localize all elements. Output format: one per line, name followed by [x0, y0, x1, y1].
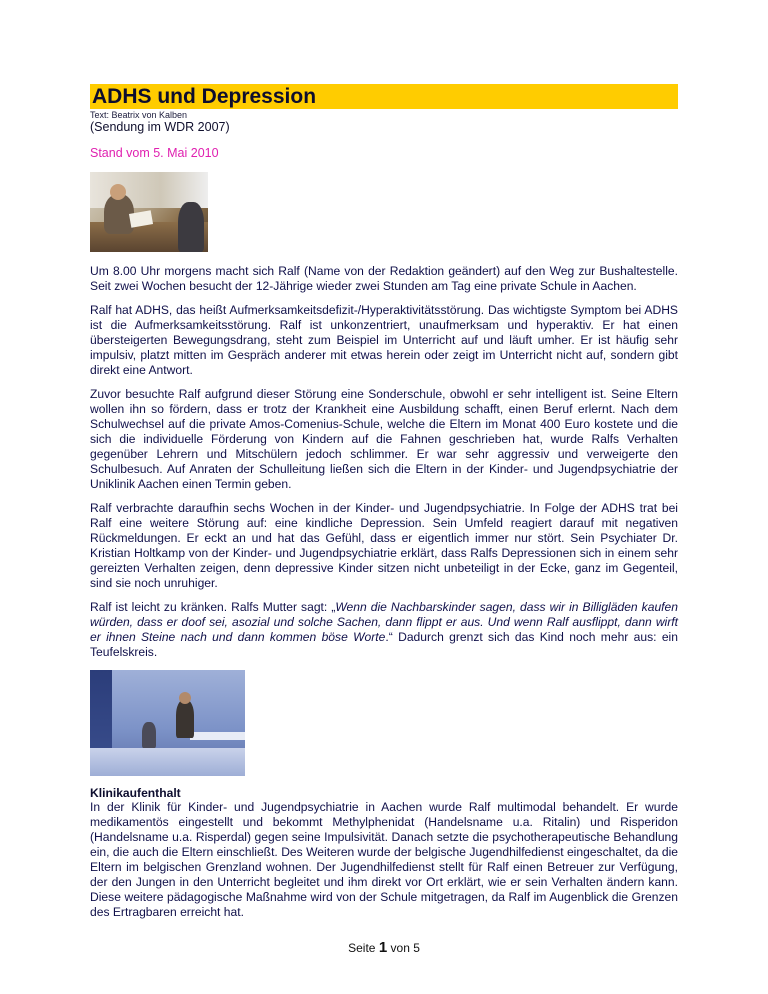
paragraph-school: Zuvor besuchte Ralf aufgrund dieser Störung eine Sonderschule, obwohl er sehr intelligent ist. Seine Eltern wollen ihn so fördern, dass er trotz der Krankheit eine Ausbildung schafft, einen Beruf erlernt. Nach dem Schulwechsel auf die private Amos-Comenius-Schule, welche die Eltern im Monat 400 Euro kostete und die sich die individuelle Förderung von Kindern auf die Fahnen geschrieben hat, wurde Ralfs Verhalten gegenüber Lehrern und Mitschülern jedoch schlimmer. Er war sehr aggressiv und verweigerte den Schulbesuch. Auf Anraten der Schulleitung ließen sich die Eltern in der Kinder- und Jugendpsychiatrie der Uniklinik Aachen einen Termin geben.: [90, 387, 678, 491]
mother-quote: Wenn die Nachbarskinder sagen, dass wir in Billigläden kaufen würden, dass er doof sei, asozial und solche Sachen, dann flippt er aus. Und wenn Ralf ausflippt, dann wirft er ihnen Steine nach und dann kommen böse Worte: [90, 600, 678, 644]
page-number: 1: [378, 939, 388, 956]
paragraph-clinic: In der Klinik für Kinder- und Jugendpsychiatrie in Aachen wurde Ralf multimodal behandelt. Er wurde medikamentös eingestellt und bekommt Methylphenidat (Handelsname u.a. Ritalin) und Risperidon (Handelsname u.a. Risperdal) gegen seine Impulsivität. Danach setzte die psychotherapeutische Behandlung ein, die auch die Eltern einschließt. Des Weiteren wurde der belgische Jugendhilfedienst eingeschaltet, da die Eltern im belgischen Grenzland wohnen. Der Jugendhilfedienst stellt für Ralf einen Betreuer zur Verfügung, der den Jungen in den Unterricht begleitet und ihm direkt vor Ort erklärt, wie er sein Verhalten ändern kann. Diese weitere pädagogische Maßnahme wird von der Schule mitgetragen, da Ralf im Augenblick die Grenzen des Ertragbaren erreicht hat.: [90, 800, 678, 919]
footer-suffix: von 5: [390, 941, 420, 955]
paragraph-adhs: Ralf hat ADHS, das heißt Aufmerksamkeitsdefizit-/Hyperaktivitätsstörung. Das wichtigste Symptom bei ADHS ist die Aufmerksamkeitsstörung. Ralf ist unkonzentriert, unaufmerksam und hyperaktiv. Er hat einen übersteigerten Bewegungsdrang, steht zum Beispiel im Unterricht auf und läuft umher. Er ist häufig sehr impulsiv, platzt mitten im Gespräch anderer mit etwas herein oder zeigt im Unterricht nicht auf, sondern gibt direkt eine Antwort.: [90, 303, 678, 377]
clinic-photo: [90, 670, 245, 776]
quote-lead: Ralf ist leicht zu kränken. Ralfs Mutter sagt: „: [90, 600, 336, 614]
paragraph-psychiatry: Ralf verbrachte daraufhin sechs Wochen in der Kinder- und Jugendpsychiatrie. In Folge der ADHS trat bei Ralf eine weitere Störung auf: eine kindliche Depression. Sein Umfeld reagiert darauf mit negativen Rückmeldungen. Er eckt an und hat das Gefühl, dass er eigentlich immer nur stört. Sein Psychiater Dr. Kristian Holtkamp von der Kinder- und Jugendpsychiatrie erklärt, dass Ralfs Depressionen sich in einem sehr gereizten Verhalten zeigen, denn depressive Kinder sitzen nicht unbeteiligt in der Ecke, ganz im Gegenteil, sind sie noch unruhiger.: [90, 501, 678, 590]
broadcast-line: (Sendung im WDR 2007): [90, 120, 230, 134]
document-page: [90, 84, 678, 920]
quote-tail: .“ Dadurch grenzt sich das Kind noch mehr aus: ein Teufelskreis.: [90, 630, 678, 659]
date-stamp: Stand vom 5. Mai 2010: [90, 146, 219, 160]
paragraph-quote: [90, 600, 678, 660]
classroom-photo: [90, 172, 208, 252]
paragraph-intro: Um 8.00 Uhr morgens macht sich Ralf (Name von der Redaktion geändert) auf den Weg zur Bushaltestelle. Seit zwei Wochen besucht der 12-Jährige wieder zwei Stunden am Tag eine private Schule in Aachen.: [90, 264, 678, 293]
page-title: ADHS und Depression: [90, 84, 678, 109]
author-line: Text: Beatrix von Kalben: [90, 110, 188, 120]
section-heading: Klinikaufenthalt: [90, 786, 181, 800]
page-footer: [0, 939, 768, 956]
footer-prefix: Seite: [348, 941, 376, 955]
